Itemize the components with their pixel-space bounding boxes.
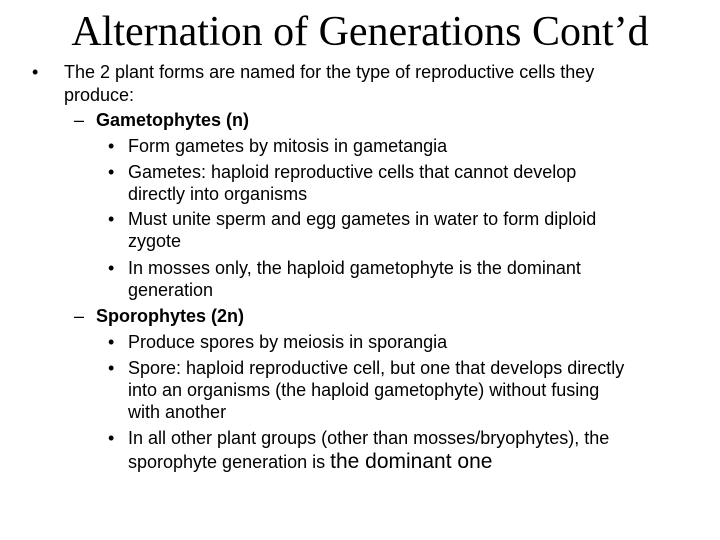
bullet-l3: • bbox=[108, 136, 115, 156]
gametophytes-point-2-line-2: directly into organisms bbox=[128, 184, 308, 204]
sporophytes-point-2-line-1: Spore: haploid reproductive cell, but one that develops directly bbox=[128, 358, 625, 378]
sporophytes-point-2-line-2: into an organisms (the haploid gametophyte) without fusing bbox=[128, 380, 600, 400]
gametophytes-point-2-line-1: Gametes: haploid reproductive cells that cannot develop bbox=[128, 162, 577, 182]
sporophytes-point-3-line-2-b: the dominant one bbox=[330, 450, 493, 473]
intro-line-1: The 2 plant forms are named for the type of reproductive cells they bbox=[64, 62, 595, 82]
bullet-l3: • bbox=[108, 258, 115, 278]
gametophytes-point-3-line-2: zygote bbox=[128, 231, 182, 251]
sporophytes-point-3-line-2-a: sporophyte generation is bbox=[128, 452, 331, 472]
bullet-l3: • bbox=[108, 162, 115, 182]
gametophytes-point-4-line-1: In mosses only, the haploid gametophyte is the dominant bbox=[128, 258, 581, 278]
gametophytes-point-4-line-2: generation bbox=[128, 280, 214, 300]
sporophytes-point-3-line-1: In all other plant groups (other than mosses/bryophytes), the bbox=[128, 428, 610, 448]
gametophytes-point-3-line-1: Must unite sperm and egg gametes in water to form diploid bbox=[128, 209, 597, 229]
dash-bullet: – bbox=[74, 110, 85, 130]
sporophytes-heading: Sporophytes (2n) bbox=[96, 306, 245, 326]
bullet-l3: • bbox=[108, 358, 115, 378]
bullet-l3: • bbox=[108, 209, 115, 229]
gametophytes-point-1: Form gametes by mitosis in gametangia bbox=[128, 136, 448, 156]
dash-bullet: – bbox=[74, 306, 85, 326]
sporophytes-point-3-line-2 bbox=[128, 451, 492, 473]
bullet-l1: • bbox=[32, 62, 39, 82]
intro-line-2: produce: bbox=[64, 85, 135, 105]
sporophytes-point-1: Produce spores by meiosis in sporangia bbox=[128, 332, 448, 352]
bullet-l3: • bbox=[108, 332, 115, 352]
sporophytes-point-2-line-3: with another bbox=[128, 402, 227, 422]
gametophytes-heading: Gametophytes (n) bbox=[96, 110, 250, 130]
bullet-l3: • bbox=[108, 428, 115, 448]
slide-title: Alternation of Generations Cont’d bbox=[71, 9, 649, 55]
